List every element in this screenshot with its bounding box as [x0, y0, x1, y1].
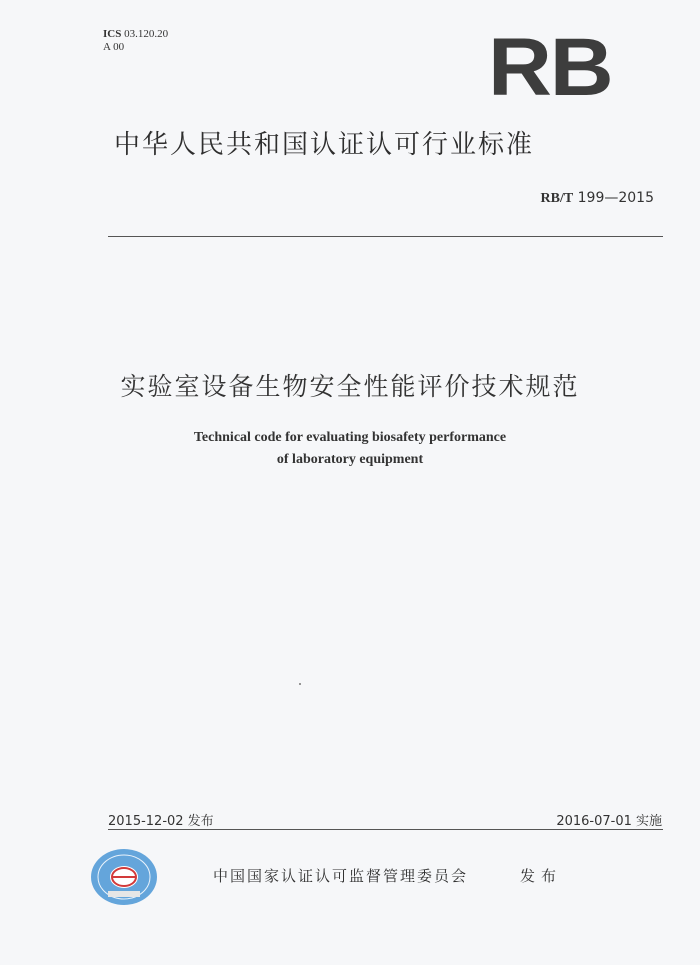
ics-label: ICS — [103, 28, 122, 40]
title-chinese: 实验室设备生物安全性能评价技术规范 — [120, 372, 580, 401]
issue-label: 发布 — [520, 867, 563, 885]
ics-classification — [103, 28, 168, 54]
standard-number — [541, 190, 655, 207]
footer-divider — [108, 829, 663, 830]
title-english-line2: of laboratory equipment — [276, 452, 424, 467]
org-title: 中华人民共和国认证认可行业标准 — [114, 130, 535, 160]
rb-logo: RB — [488, 22, 612, 113]
standard-year: 199—2015 — [577, 190, 654, 206]
title-english-line1: Technical code for evaluating biosafety performance — [193, 430, 507, 445]
implement-date: 2016-07-01 实施 — [556, 814, 662, 829]
speck — [299, 683, 301, 685]
ccs-code: A 00 — [103, 41, 125, 53]
header-divider — [108, 236, 663, 237]
ics-code: 03.120.20 — [124, 28, 169, 40]
issuer-name: 中国国家认证认可监督管理委员会 — [213, 867, 469, 885]
publish-date: 2015-12-02 发布 — [108, 814, 214, 829]
stamp-icon — [88, 847, 160, 907]
certification-stamp — [88, 847, 160, 907]
standard-code: RB/T — [540, 191, 574, 206]
